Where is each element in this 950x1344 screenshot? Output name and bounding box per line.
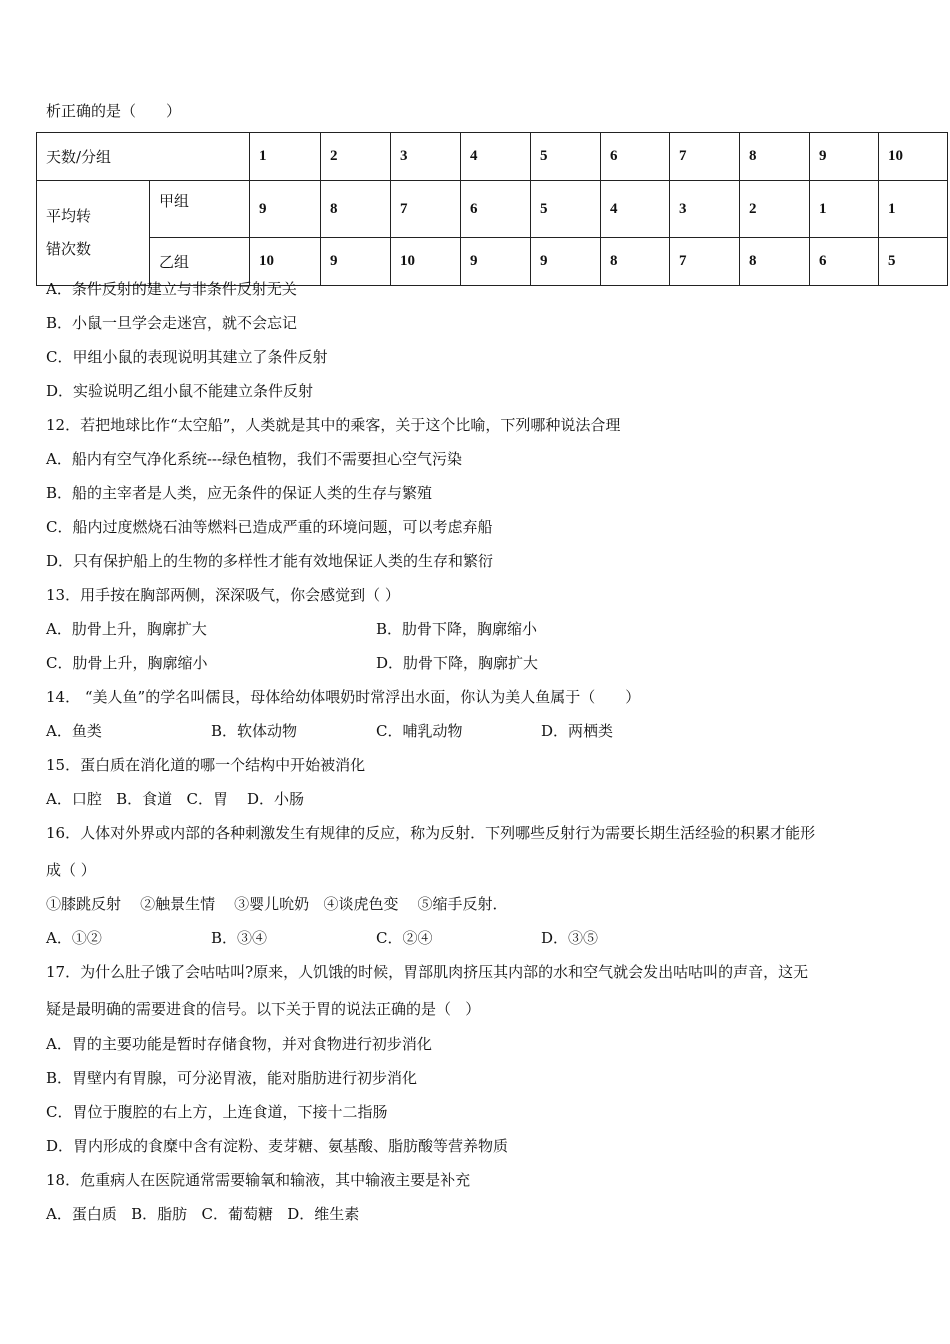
question-intro: 析正确的是（ ）	[46, 102, 182, 120]
q13-stem: 13．用手按在胸部两侧，深深吸气，你会感觉到（ ）	[46, 586, 400, 604]
table-cell: 9	[810, 133, 879, 181]
table-cell: 5	[531, 133, 601, 181]
table-cell: 1	[250, 133, 321, 181]
table-header-row	[37, 133, 948, 181]
table-cell: 1	[810, 181, 879, 238]
table-cell: 3	[670, 181, 740, 238]
q16-stem-line1: 16．人体对外界或内部的各种刺激发生有规律的反应，称为反射．下列哪些反射行为需要长期生活经验的积累才能形	[46, 824, 816, 842]
q18-stem: 18．危重病人在医院通常需要输氧和输液，其中输液主要是补充	[46, 1171, 471, 1189]
row-group-label-line2: 错次数	[46, 240, 92, 258]
table-cell: 9	[461, 238, 531, 286]
q12-stem: 12．若把地球比作“太空船”，人类就是其中的乘客，关于这个比喻，下列哪种说法合理	[46, 416, 621, 434]
table-cell: 10	[391, 238, 461, 286]
table-cell: 4	[601, 181, 670, 238]
table-cell: 2	[321, 133, 391, 181]
q12-option-a: A．船内有空气净化系统---绿色植物，我们不需要担心空气污染	[46, 450, 463, 468]
data-table	[36, 132, 948, 286]
table-cell: 1	[879, 181, 948, 238]
q11-option-c: C．甲组小鼠的表现说明其建立了条件反射	[46, 348, 328, 366]
table-cell: 8	[321, 181, 391, 238]
q14-stem: 14． “美人鱼”的学名叫儒艮，母体给幼体喂奶时常浮出水面，你认为美人鱼属于（ ）	[46, 688, 641, 706]
table-row	[37, 181, 948, 238]
table-cell: 9	[250, 181, 321, 238]
q13-option-a: A．肋骨上升，胸廓扩大	[46, 620, 207, 638]
q16-option-a: A．①②	[46, 929, 102, 947]
table-cell: 6	[810, 238, 879, 286]
q17-option-c: C．胃位于腹腔的右上方，上连食道，下接十二指肠	[46, 1103, 388, 1121]
row-group-label	[37, 181, 150, 286]
q13-option-c: C．肋骨上升，胸廓缩小	[46, 654, 208, 672]
table-cell: 8	[601, 238, 670, 286]
table-cell: 6	[461, 181, 531, 238]
table-cell: 7	[391, 181, 461, 238]
table-cell: 6	[601, 133, 670, 181]
q12-option-d: D．只有保护船上的生物的多样性才能有效地保证人类的生存和繁衍	[46, 552, 494, 570]
q14-option-c: C．哺乳动物	[376, 722, 463, 740]
q12-option-c: C．船内过度燃烧石油等燃料已造成严重的环境问题，可以考虑弃船	[46, 518, 493, 536]
q13-option-b: B．肋骨下降，胸廓缩小	[376, 620, 538, 638]
group-name: 甲组	[150, 181, 250, 238]
table-cell: 9	[321, 238, 391, 286]
table-cell: 8	[740, 133, 810, 181]
q14-option-a: A．鱼类	[46, 722, 102, 740]
q17-option-d: D．胃内形成的食糜中含有淀粉、麦芽糖、氨基酸、脂肪酸等营养物质	[46, 1137, 509, 1155]
q16-option-c: C．②④	[376, 929, 433, 947]
table-header-label: 天数/分组	[37, 133, 250, 181]
q11-option-b: B．小鼠一旦学会走迷宫，就不会忘记	[46, 314, 298, 332]
q18-options: A．蛋白质 B．脂肪 C．葡萄糖 D．维生素	[46, 1205, 360, 1223]
q11-option-a: A．条件反射的建立与非条件反射无关	[46, 280, 297, 298]
q15-options: A．口腔 B．食道 C．胃 D．小肠	[46, 790, 305, 808]
q15-stem: 15．蛋白质在消化道的哪一个结构中开始被消化	[46, 756, 366, 774]
table-cell: 3	[391, 133, 461, 181]
q16-stem-line2: 成（ ）	[46, 861, 96, 879]
table-cell: 9	[531, 238, 601, 286]
table-cell: 5	[531, 181, 601, 238]
q16-option-b: B．③④	[211, 929, 268, 947]
q11-option-d: D．实验说明乙组小鼠不能建立条件反射	[46, 382, 314, 400]
q17-option-a: A．胃的主要功能是暂时存储食物，并对食物进行初步消化	[46, 1035, 432, 1053]
table-cell: 7	[670, 238, 740, 286]
q16-items: ①膝跳反射 ②触景生情 ③婴儿吮奶 ④谈虎色变 ⑤缩手反射．	[46, 895, 508, 913]
q17-stem-line1: 17．为什么肚子饿了会咕咕叫?原来，人饥饿的时候，胃部肌肉挤压其内部的水和空气就会发出咕咕叫的声音，这无	[46, 963, 809, 981]
table-cell: 5	[879, 238, 948, 286]
table-cell: 4	[461, 133, 531, 181]
table-cell: 8	[740, 238, 810, 286]
q16-option-d: D．③⑤	[541, 929, 599, 947]
q14-option-b: B．软体动物	[211, 722, 298, 740]
table-cell: 10	[879, 133, 948, 181]
q17-option-b: B．胃壁内有胃腺，可分泌胃液，能对脂肪进行初步消化	[46, 1069, 418, 1087]
q17-stem-line2: 疑是最明确的需要进食的信号。以下关于胃的说法正确的是（ ）	[46, 1000, 481, 1018]
q14-option-d: D．两栖类	[541, 722, 614, 740]
q13-option-d: D．肋骨下降，胸廓扩大	[376, 654, 539, 672]
q12-option-b: B．船的主宰者是人类，应无条件的保证人类的生存与繁殖	[46, 484, 433, 502]
table-cell: 7	[670, 133, 740, 181]
table-cell: 10	[250, 238, 321, 286]
group-name: 乙组	[150, 238, 250, 286]
row-group-label-line1: 平均转	[46, 207, 92, 225]
table-cell: 2	[740, 181, 810, 238]
